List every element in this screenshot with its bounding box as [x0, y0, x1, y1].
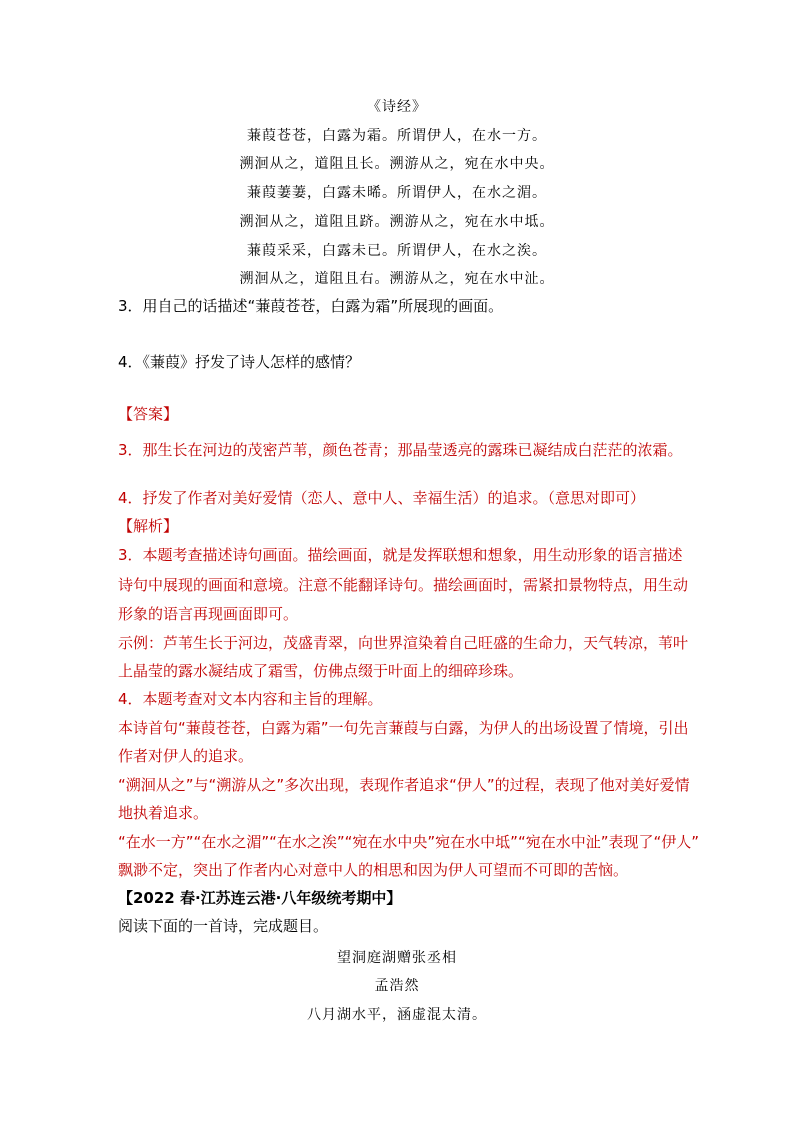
answer-4: 4．抒发了作者对美好爱情（恋人、意中人、幸福生活）的追求。（意思对即可）: [118, 489, 646, 507]
answer-3-text: 那生长在河边的茂密芦苇，颜色苍青；那晶莹透亮的露珠已凝结成白茫茫的浓霜。: [142, 441, 683, 459]
analysis-line: 作者对伊人的追求。: [118, 747, 254, 765]
analysis-line: 3．本题考查描述诗句画面。描绘画面，就是发挥联想和想象，用生动形象的语言描述: [118, 546, 683, 564]
question-source: 【2022 春·江苏连云港·八年级统考期中】: [118, 889, 402, 907]
answer-3-number: 3．: [118, 441, 143, 459]
poem-title: 望洞庭湖赠张丞相: [337, 950, 457, 966]
analysis-line: 4．本题考查对文本内容和主旨的理解。: [118, 690, 383, 708]
poem-author: 孟浩然: [374, 978, 420, 994]
answer-header: 【答案】: [118, 405, 179, 423]
analysis-header: 【解析】: [118, 517, 179, 535]
analysis-line: 形象的语言再现画面即可。: [118, 605, 299, 623]
analysis-line: 地执着追求。: [118, 804, 209, 822]
poem-line: 蒹葭萋萋，白露未晞。所谓伊人，在水之湄。: [247, 185, 547, 201]
poem-line: 八月湖水平，涵虚混太清。: [307, 1007, 487, 1023]
poem-line: 溯洄从之，道阻且长。溯游从之，宛在水中央。: [239, 156, 555, 172]
poem-source-title: 《诗经》: [367, 99, 427, 115]
answer-3: [118, 436, 688, 460]
analysis-line: “溯洄从之”与“溯游从之”多次出现，表现作者追求“伊人”的过程，表现了他对美好爱情: [118, 776, 690, 794]
question-3: 3．用自己的话描述“蒹葭苍苍，白露为霜”所展现的画面。: [118, 297, 504, 315]
analysis-line: 上晶莹的露水凝结成了霜雪，仿佛点缀于叶面上的细碎珍珠。: [118, 662, 524, 680]
poem-line: 溯洄从之，道阻且跻。溯游从之，宛在水中坻。: [239, 214, 555, 230]
question-4: 4．《蒹葭》抒发了诗人怎样的感情？: [118, 353, 361, 371]
analysis-line: 示例：芦苇生长于河边，茂盛青翠，向世界渲染着自己旺盛的生命力，天气转凉，苇叶: [118, 634, 689, 652]
reading-instruction: 阅读下面的一首诗，完成题目。: [118, 917, 329, 935]
analysis-line: 诗句中展现的画面和意境。注意不能翻译诗句。描绘画面时，需紧扣景物特点，用生动: [118, 576, 689, 594]
poem-line: 蒹葭采采，白露未已。所谓伊人，在水之涘。: [247, 243, 547, 259]
analysis-line: 飘渺不定，突出了作者内心对意中人的相思和因为伊人可望而不可即的苦恼。: [118, 861, 629, 879]
analysis-line: “在水一方”“在水之湄”“在水之涘”“宛在水中央”宛在水中坻”“宛在水中沚”表现了“伊人”: [118, 833, 700, 851]
analysis-line: 本诗首句“蒹葭苍苍，白露为霜”一句先言蒹葭与白露，为伊人的出场设置了情境，引出: [118, 719, 689, 737]
poem-line: 溯洄从之，道阻且右。溯游从之，宛在水中沚。: [239, 271, 555, 287]
poem-line: 蒹葭苍苍，白露为霜。所谓伊人，在水一方。: [247, 128, 547, 144]
